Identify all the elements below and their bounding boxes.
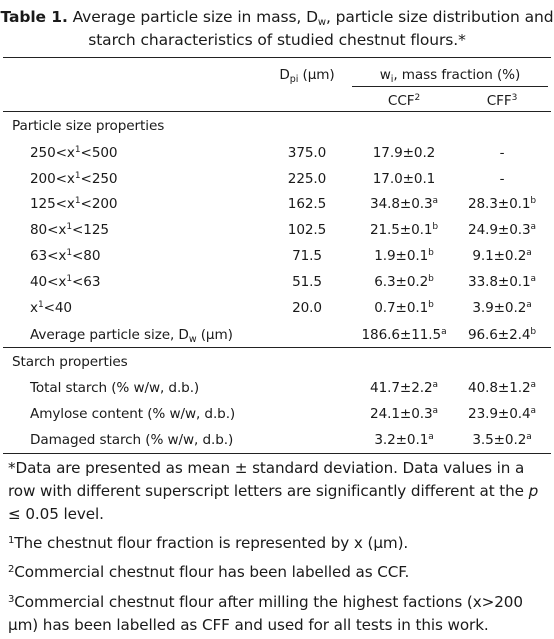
fraction-dpi: 225.0: [287, 171, 327, 187]
average-particle-cff: 96.6±2.4$^b$: [467, 327, 537, 343]
fraction-note-mark: 1: [37, 300, 44, 310]
table-caption-text: Average particle size in mass, D: [67, 8, 318, 26]
fraction-lower: 63<x: [30, 248, 67, 264]
ccf-letter: b: [428, 274, 434, 284]
fraction-dpi: 71.5: [292, 248, 322, 264]
ccf-value: 34.8±0.3: [370, 196, 433, 212]
fraction-cff: [456, 170, 548, 188]
ccf-letter: a: [428, 432, 434, 442]
fraction-dpi: 20.0: [292, 300, 322, 316]
fraction-lower: 40<x: [30, 274, 67, 290]
fraction-dpi: 102.5: [287, 222, 327, 238]
ccf-letter: a: [432, 406, 438, 416]
cff-value: 33.8±0.1: [468, 274, 531, 290]
fraction-lower: 125<x: [30, 196, 75, 212]
starch-ccf: [352, 431, 456, 449]
fraction-note-mark: 1: [74, 145, 81, 155]
cff-letter: a: [526, 432, 532, 442]
fraction-note-mark: 1: [74, 196, 81, 206]
fraction-note-mark: 1: [74, 171, 81, 181]
fraction-lower: x: [30, 300, 38, 316]
fraction-upper: <40: [43, 300, 72, 316]
fraction-upper: <200: [80, 196, 118, 212]
fraction-ccf: [352, 221, 456, 239]
table-top-rule: [3, 57, 551, 58]
footnote-significance: *Data are presented as mean ± standard deviation. Data values in a row with different superscript letters are significantly different at the p ≤ 0.05 level.: [8, 459, 539, 523]
fraction-label: [30, 273, 100, 291]
fraction-ccf: [352, 273, 456, 291]
cff-value: 3.9±0.2: [472, 300, 527, 316]
header-cff: CFF$^3$: [486, 93, 518, 109]
fraction-upper: <250: [80, 171, 118, 187]
starch-label: Total starch (% w/w, d.b.): [30, 380, 200, 396]
fraction-label: [30, 221, 109, 239]
ccf-letter: a: [432, 196, 438, 206]
footnote-1: $^1$The chestnut flour fraction is represented by x (µm).: [8, 534, 409, 552]
fraction-ccf: [352, 170, 456, 188]
cff-value: -: [499, 171, 505, 187]
ccf-value: 6.3±0.2: [374, 274, 429, 290]
starch-cff: [456, 431, 548, 449]
cff-value: 24.9±0.3: [468, 222, 531, 238]
ccf-letter: b: [428, 300, 434, 310]
fraction-label: [30, 170, 117, 188]
fraction-upper: <125: [71, 222, 109, 238]
fraction-lower: 250<x: [30, 145, 75, 161]
fraction-label: [30, 144, 117, 162]
cff-value: -: [499, 145, 505, 161]
fraction-lower: 80<x: [30, 222, 67, 238]
cff-letter: a: [526, 300, 532, 310]
fraction-upper: <63: [71, 274, 101, 290]
cff-letter: a: [526, 248, 532, 258]
section-divider-rule: [3, 347, 551, 348]
header-dpi: $D_{pi}$ (µm): [279, 67, 335, 85]
footnote-2: $^2$Commercial chestnut flour has been labelled as CCF.: [8, 563, 410, 581]
table-caption-text-end: , particle size distribution and starch characteristics of studied chestnut flours.*: [88, 8, 554, 49]
fraction-cff: [456, 299, 548, 317]
table-caption: [0, 6, 554, 52]
starch-label: Damaged starch (% w/w, d.b.): [30, 432, 234, 448]
cff-value: 9.1±0.2: [472, 248, 527, 264]
fraction-note-mark: 1: [66, 274, 72, 284]
fraction-note-mark: 1: [66, 248, 72, 258]
cff-value: 23.9±0.4: [468, 406, 531, 422]
fraction-dpi: 375.0: [287, 145, 327, 161]
fraction-ccf: [352, 195, 456, 213]
fraction-upper: <80: [71, 248, 101, 264]
fraction-cff: [456, 247, 548, 265]
header-bottom-rule: [3, 111, 551, 112]
cff-value: 3.5±0.2: [472, 432, 527, 448]
ccf-value: 21.5±0.1: [369, 222, 433, 238]
table-caption-label: Table 1.: [0, 8, 68, 26]
fraction-label: [30, 299, 72, 317]
footnote-3: $^3$Commercial chestnut flour after milling the highest factions (x>200 µm) has been labelled as CFF and used for all tests in this work.: [8, 593, 523, 634]
fraction-note-mark: 1: [66, 222, 72, 232]
header-spanner-rule: [352, 86, 548, 87]
ccf-value: 17.9±0.2: [372, 145, 436, 161]
table-bottom-rule: [3, 453, 551, 454]
fraction-cff: [456, 273, 548, 291]
cff-letter: b: [530, 196, 537, 206]
cff-letter: a: [530, 222, 536, 232]
cff-value: 40.8±1.2: [468, 380, 531, 396]
fraction-ccf: [352, 247, 456, 265]
fraction-lower: 200<x: [30, 171, 75, 187]
starch-cff: [456, 379, 548, 397]
ccf-value: 24.1±0.3: [370, 406, 433, 422]
fraction-label: [30, 247, 100, 265]
section-starch: Starch properties: [12, 354, 128, 370]
ccf-letter: b: [428, 248, 434, 258]
fraction-label: [30, 195, 117, 213]
fraction-dpi: 162.5: [287, 196, 327, 212]
fraction-cff: [456, 221, 548, 239]
header-mass-fraction: $w_i$, mass fraction (%): [379, 67, 521, 85]
fraction-upper: <500: [80, 145, 118, 161]
fraction-cff: [456, 195, 548, 213]
fraction-ccf: [352, 299, 456, 317]
cff-letter: a: [530, 406, 536, 416]
starch-ccf: [352, 405, 456, 423]
ccf-value: 3.2±0.1: [374, 432, 429, 448]
fraction-cff: [456, 144, 548, 162]
ccf-letter: a: [432, 380, 438, 390]
cff-letter: a: [530, 380, 536, 390]
ccf-value: 17.0±0.1: [372, 171, 436, 187]
table-caption-sub: w: [317, 17, 327, 28]
ccf-value: 1.9±0.1: [374, 248, 429, 264]
header-ccf: CCF$^2$: [387, 93, 421, 109]
starch-label: Amylose content (% w/w, d.b.): [30, 406, 236, 422]
starch-cff: [456, 405, 548, 423]
average-particle-label: Average particle size, $D_w$ (µm): [30, 327, 233, 345]
average-particle-ccf: 186.6±11.5$^a$: [361, 327, 447, 343]
starch-ccf: [352, 379, 456, 397]
section-particle-size: Particle size properties: [12, 118, 165, 134]
fraction-ccf: [352, 144, 456, 162]
cff-value: 28.3±0.1: [467, 196, 531, 212]
fraction-dpi: 51.5: [292, 274, 322, 290]
ccf-letter: b: [432, 222, 439, 232]
ccf-value: 0.7±0.1: [374, 300, 429, 316]
cff-letter: a: [530, 274, 536, 284]
ccf-value: 41.7±2.2: [370, 380, 433, 396]
